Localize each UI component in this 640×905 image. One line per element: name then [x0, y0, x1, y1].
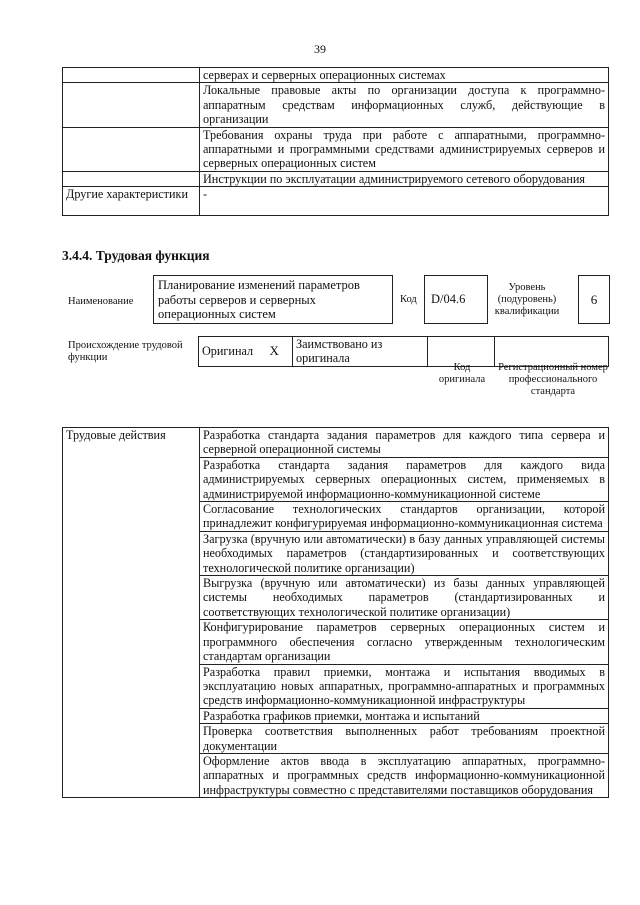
original-mark: X	[257, 337, 293, 367]
row-label	[63, 171, 200, 186]
name-value: Планирование изменений параметров работы серверов и серверных операционных систем	[158, 278, 360, 321]
level-label: Уровень (подуровень) квалификации	[494, 282, 560, 317]
section-title: 3.4.4. Трудовая функция	[62, 248, 210, 263]
name-label: Наименование	[68, 296, 134, 307]
table-row	[63, 68, 609, 83]
origin-label: Происхождение трудовой функции	[68, 340, 183, 363]
table-row	[63, 171, 609, 186]
action-item: Разработка графиков приемки, монтажа и испытаний	[200, 708, 609, 723]
row-label: Другие характеристики	[63, 187, 200, 216]
knowledge-table	[62, 67, 609, 216]
action-item: Конфигурирование параметров серверных операционных систем и программного обеспечения согласно утвержденным технологическим стандартам организации	[200, 620, 609, 664]
code-caption: Код оригинала	[438, 362, 486, 385]
row-label	[63, 127, 200, 171]
action-item: Выгрузка (вручную или автоматически) из базы данных управляющей системы необходимых параметров (стандартизированных и соответствующих технологической политике организации)	[200, 576, 609, 620]
actions-label: Трудовые действия	[63, 428, 200, 798]
action-item: Разработка правил приемки, монтажа и испытания вводимых в эксплуатацию новых аппаратных, программно-аппаратных и программных средств информационно-коммуникационной инфраструктуры	[200, 664, 609, 708]
action-item: Загрузка (вручную или автоматически) в базу данных управляющей системы необходимых параметров (стандартизированных и соответствующих технологической политике организации)	[200, 531, 609, 575]
row-text: Инструкции по эксплуатации администрируемого сетевого оборудования	[200, 171, 609, 186]
code-label: Код	[400, 294, 417, 305]
action-item: Оформление актов ввода в эксплуатацию аппаратных, программно-аппаратных и программных средств информационно-коммуникационной инфраструктуры совместно с представителями поставщиков оборудования	[200, 753, 609, 797]
table-row	[63, 187, 609, 216]
action-item: Проверка соответствия выполненных работ требованиям проектной документации	[200, 724, 609, 754]
row-text: -	[200, 187, 609, 216]
reg-caption: Регистрационный номер профессионального стандарта	[498, 362, 608, 397]
actions-table	[62, 427, 609, 798]
code-value: D/04.6	[431, 292, 466, 306]
level-value: 6	[590, 292, 598, 307]
level-box	[578, 275, 610, 324]
table-row	[63, 83, 609, 127]
action-item: Согласование технологических стандартов организации, которой принадлежит конфигурируемая информационно-коммуникационная система	[200, 502, 609, 532]
row-text: серверах и серверных операционных системах	[200, 68, 609, 83]
action-item: Разработка стандарта задания параметров для каждого вида администрируемых серверных операционных систем, применяемых в администрируемой информационно-коммуникационной системе	[200, 457, 609, 501]
name-box	[153, 275, 393, 324]
table-row	[63, 127, 609, 171]
action-item: Разработка стандарта задания параметров для каждого типа сервера и серверной операционной системы	[200, 428, 609, 458]
table-row	[63, 428, 609, 458]
code-box	[424, 275, 488, 324]
row-text: Требования охраны труда при работе с аппаратными, программно-аппаратными и программными средствами администрируемых серверов и серверных операционных систем	[200, 127, 609, 171]
row-text: Локальные правовые акты по организации доступа к программно-аппаратным средствам информационных служб, действующие в организации	[200, 83, 609, 127]
borrowed-label: Заимствовано из оригинала	[293, 337, 428, 367]
original-label: Оригинал	[199, 337, 257, 367]
page-number: 39	[314, 42, 326, 56]
row-label	[63, 83, 200, 127]
row-label	[63, 68, 200, 83]
